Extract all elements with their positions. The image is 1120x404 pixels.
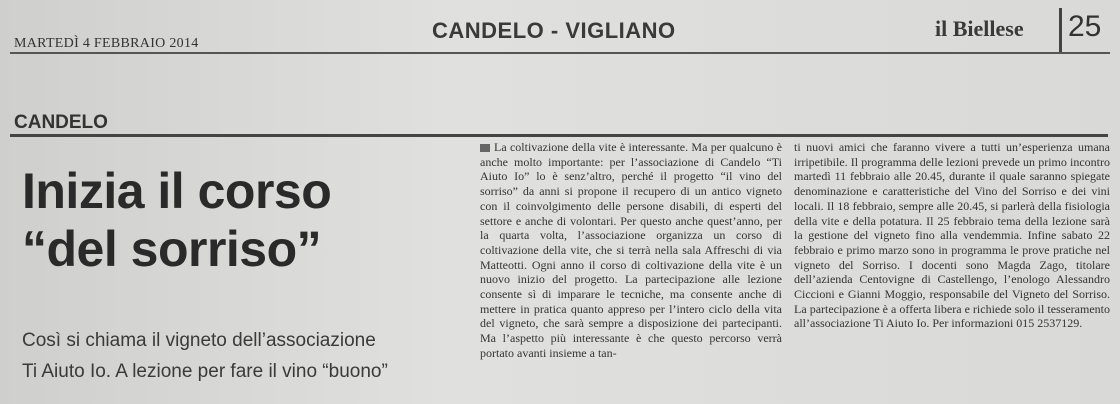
section-title: CANDELO - VIGLIANO bbox=[432, 18, 676, 43]
article-headline bbox=[22, 162, 462, 278]
deck-line-2: Ti Aiuto Io. A lezione per fare il vino “buono” bbox=[22, 361, 388, 382]
kicker-rule bbox=[10, 134, 1108, 137]
newspaper-name: il Biellese bbox=[935, 16, 1024, 41]
header-divider bbox=[1059, 8, 1062, 52]
article-column-2 bbox=[794, 140, 1110, 331]
header-rule bbox=[10, 52, 1110, 54]
article-column-1 bbox=[480, 140, 782, 361]
headline-line-1: Inizia il corso bbox=[22, 163, 332, 219]
page-number: 25 bbox=[1068, 10, 1102, 43]
paragraph-marker-icon bbox=[480, 144, 490, 152]
headline-line-2: “del sorriso” bbox=[22, 221, 322, 277]
article-deck bbox=[22, 325, 462, 387]
deck-line-1: Così si chiama il vigneto dell’associazione bbox=[22, 330, 376, 351]
issue-date: MARTEDÌ 4 FEBBRAIO 2014 bbox=[14, 36, 199, 51]
article-kicker: CANDELO bbox=[14, 112, 108, 133]
column-2-text: ti nuovi amici che faranno vivere a tutti un’esperienza umana irripetibile. Il programma delle lezioni prevede un primo incontro martedì 11 febbraio alle 20.45, durante il quale saranno spiegate denominazione e caratteristiche del Vino del Sorriso e dei vini locali. Il 18 febbraio, sempre alle 20.45, si parlerà della fisiologia della vite e della potatura. Il 25 febbraio tema della lezione sarà la gestione del vigneto fino alla vendemmia. Infine sabato 22 febbraio e primo marzo sono in programma le prove pratiche nel vigneto del Sorriso. I docenti sono Magda Zago, titolare dell’azienda Centovigne di Castellengo, l’enologo Alessandro Ciccioni e Gianni Moggio, responsabile del Vigneto del Sorriso. La partecipazione è a offerta libera e richiede solo il tesseramento all’associazione Ti Aiuto Io. Per informazioni 015 2537129. bbox=[794, 140, 1110, 331]
column-1-text: La coltivazione della vite è interessante. Ma per qualcuno è anche molto importante: per l’associazione di Candelo “Ti Aiuto Io” lo è senz’altro, perché il progetto “il vino del sorriso” da anni si propone il recupero di un antico vigneto con il coinvolgimento delle persone disabili, di esperti del settore e anche di volontari. Per questo anche quest’anno, per la quarta volta, l’associazione organizza un corso di coltivazione della vite, che si terrà nella sala Affreschi di via Matteotti. Ogni anno il corso di coltivazione della vite è un nuovo inizio del progetto. La partecipazione alle lezione consente sì di imparare le tecniche, ma consente anche di mettere in pratica quanto appreso per l’intero ciclo della vita del vigneto, che sarà sempre a disposizione dei partecipanti. Ma l’aspetto più interessante è che questo percorso verrà portato avanti insieme a tan- bbox=[480, 140, 782, 360]
